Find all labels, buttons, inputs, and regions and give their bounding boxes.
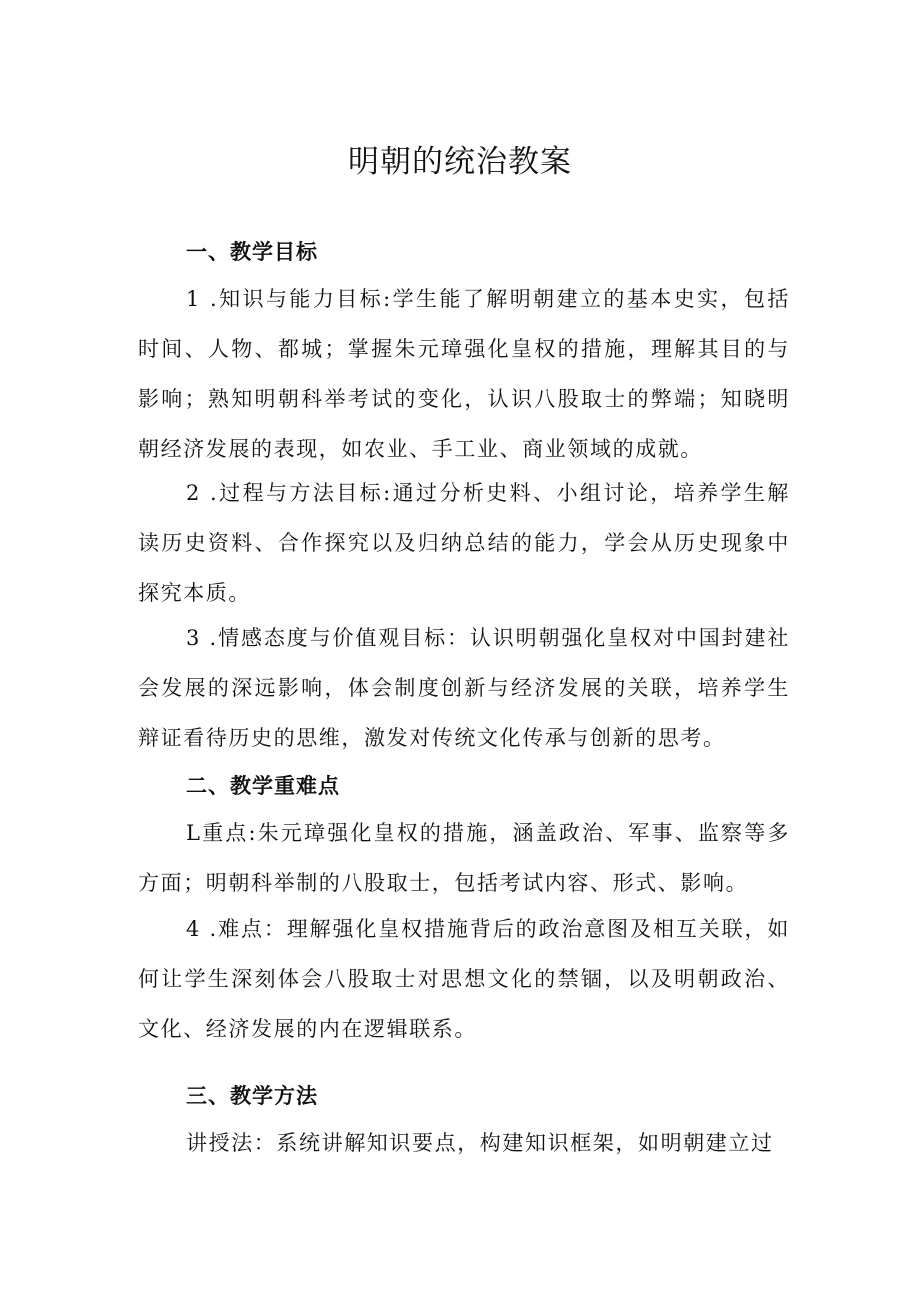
paragraph-lecture-method: 讲授法：系统讲解知识要点，构建知识框架，如明朝建立过 [186, 1131, 774, 1155]
paragraph-process-method-goal: 2 .过程与方法目标:通过分析史料、小组讨论，培养学生解读历史资料、合作探究以及归纳总结的能力，学会从历史现象中探究本质。 [138, 481, 790, 605]
paragraph-difficult-points: 4 .难点：理解强化皇权措施背后的政治意图及相互关联，如何让学生深刻体会八股取士对思想文化的禁锢，以及明朝政治、文化、经济发展的内在逻辑联系。 [138, 917, 790, 1041]
paragraph-knowledge-ability-goal: 1 .知识与能力目标:学生能了解明朝建立的基本史实，包括时间、人物、都城；掌握朱元璋强化皇权的措施，理解其目的与影响；熟知明朝科举考试的变化，认识八股取士的弊端；知晓明朝经济发展的表现，如农业、手工业、商业领域的成就。 [138, 287, 790, 461]
section-heading-teaching-goals: 一、教学目标 [186, 240, 318, 264]
document-title: 明朝的统治教案 [348, 144, 572, 180]
section-heading-teaching-methods: 三、教学方法 [186, 1084, 318, 1108]
paragraph-key-points: L重点:朱元璋强化皇权的措施，涵盖政治、军事、监察等多方面；明朝科举制的八股取士，包括考试内容、形式、影响。 [138, 821, 790, 895]
section-heading-key-difficult-points: 二、教学重难点 [186, 774, 340, 798]
paragraph-emotion-value-goal: 3 .情感态度与价值观目标：认识明朝强化皇权对中国封建社会发展的深远影响，体会制度创新与经济发展的关联，培养学生辩证看待历史的思维，激发对传统文化传承与创新的思考。 [138, 626, 790, 750]
